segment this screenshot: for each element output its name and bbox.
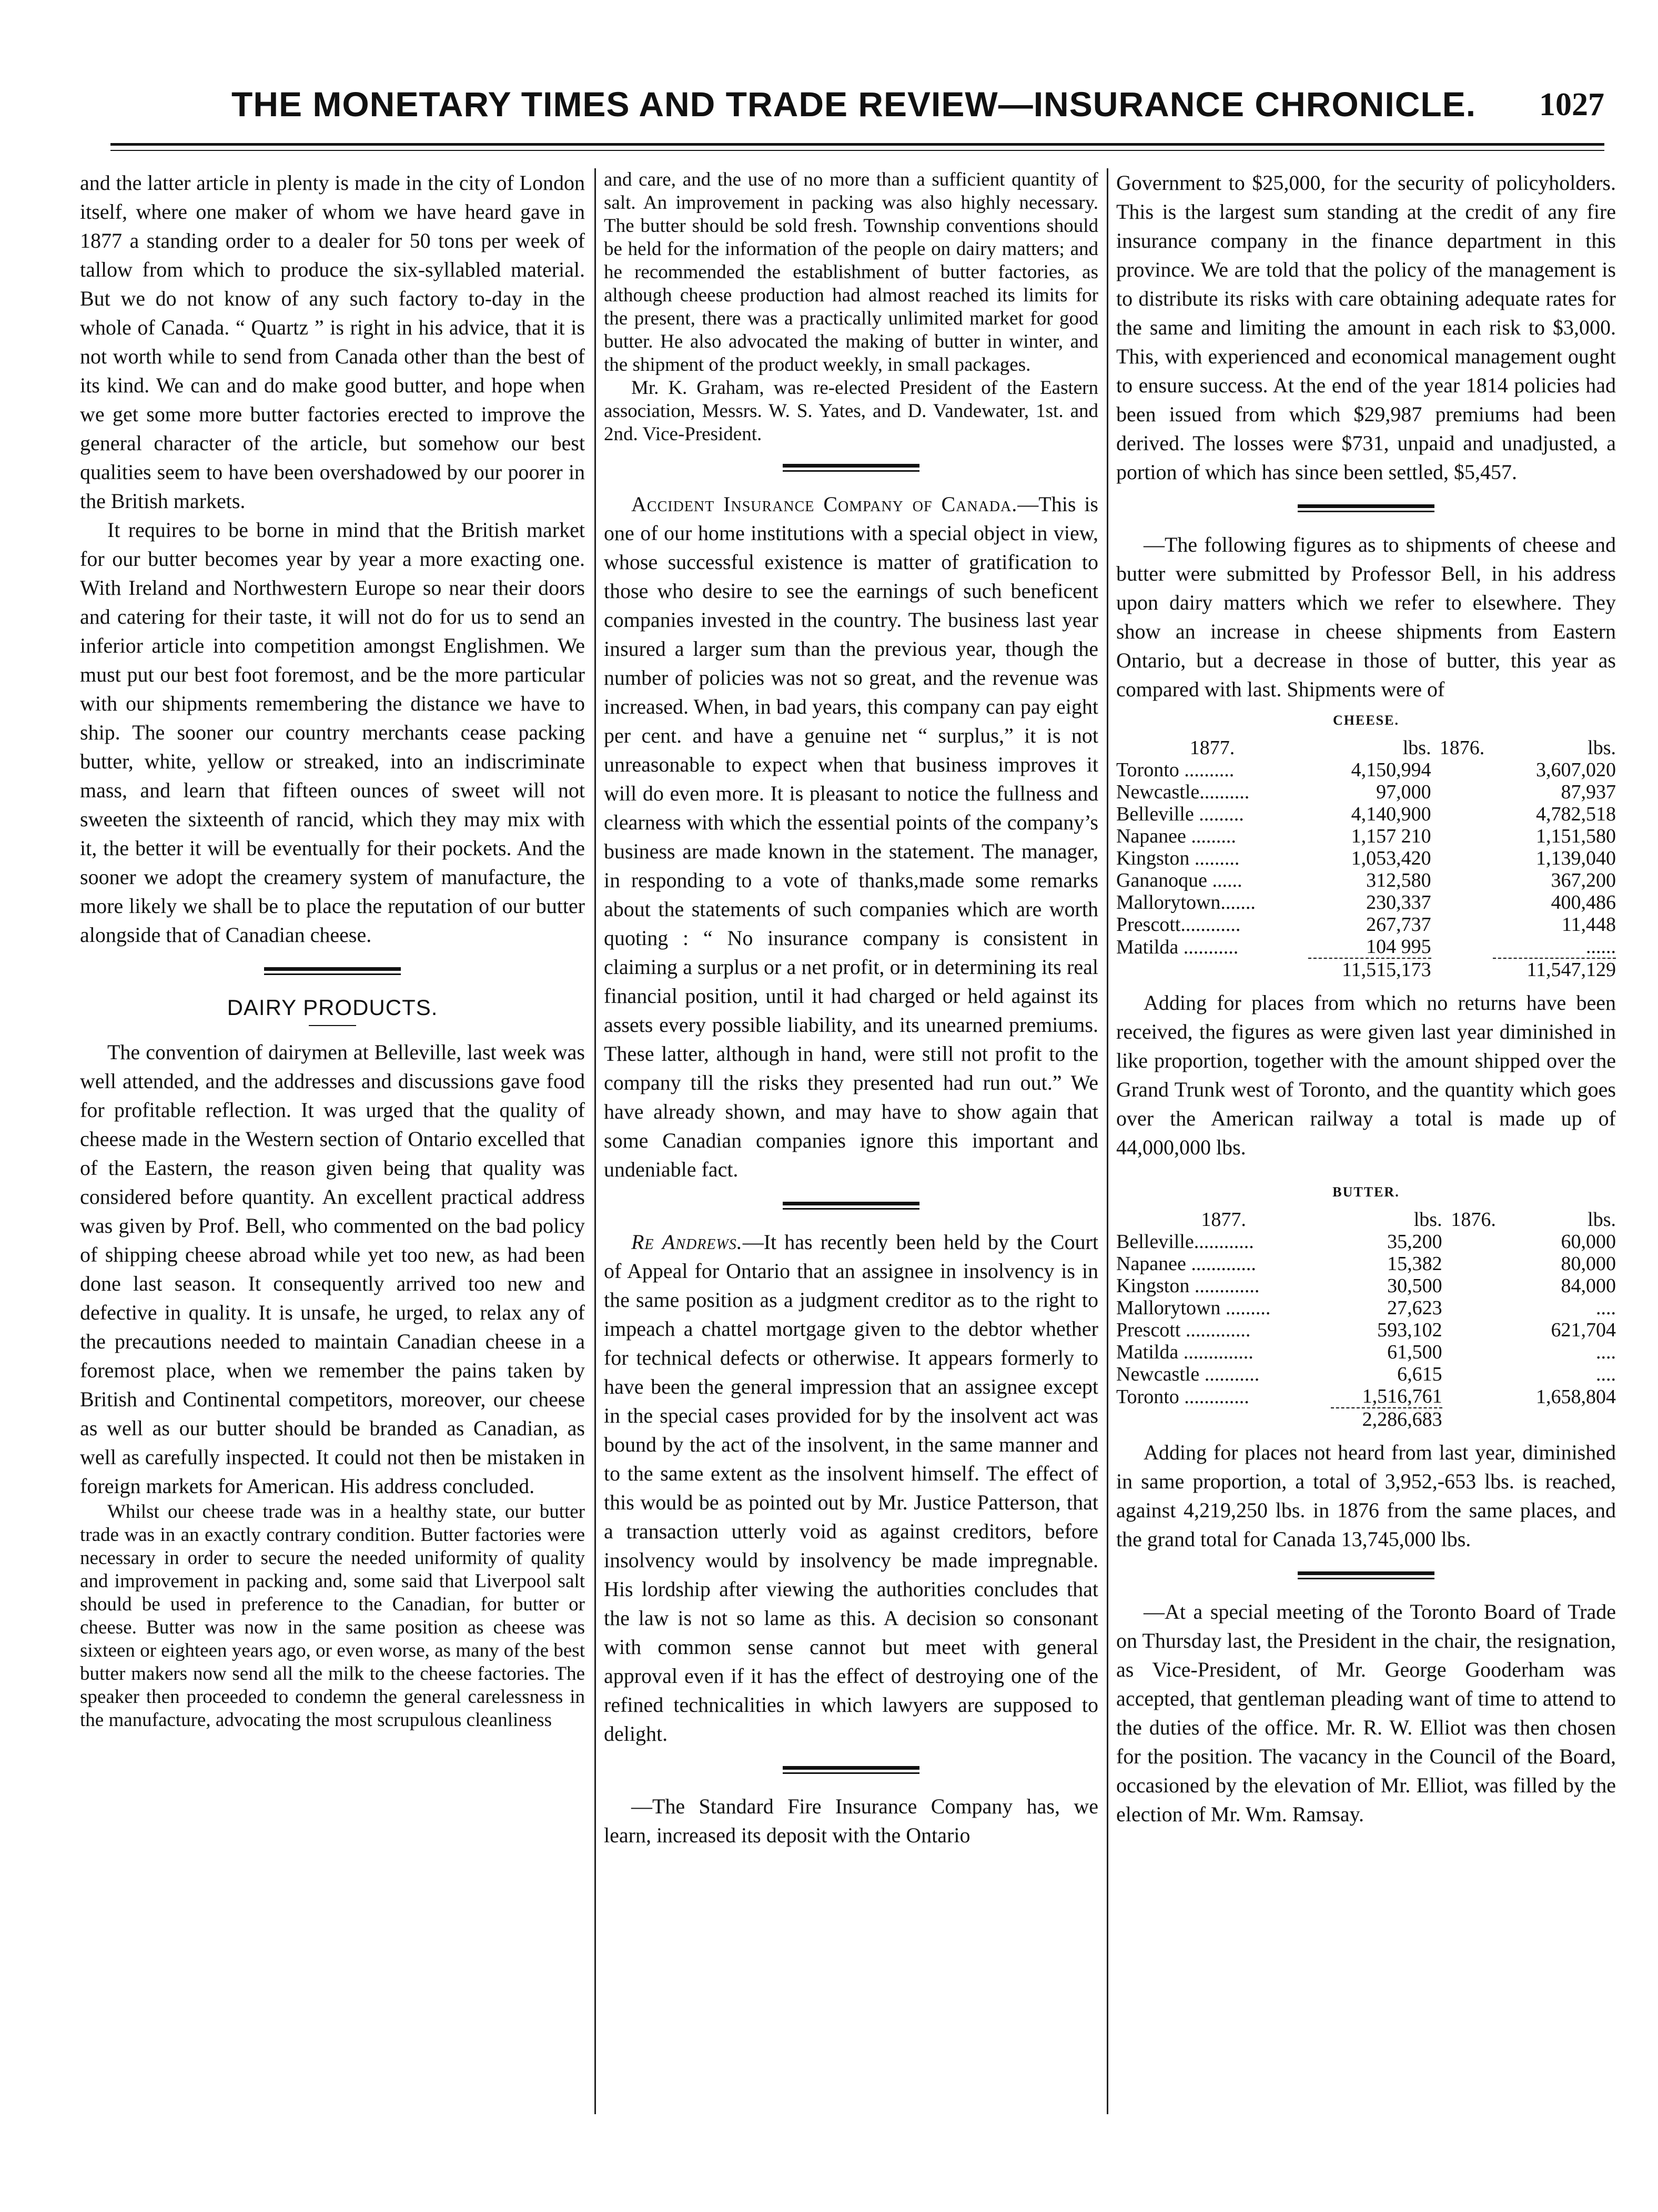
paragraph: and the latter article in plenty is made in the city of London itself, where one maker of whom we have heard gave in 1877 a standing order to a dealer for 50 tons per week of tallow from which to produce the six-syllabled material. But we do not know of any such factory to-day in the whole of Canada. “ Quartz ” is right in his advice, that it is not worth while to send from Canada other than the best of its kind. We can and do make good butter, and hope when we get some more butter factories erected to improve the general character of the article, but somehow our best qualities seem to have been overshadowed by our poorer in the British markets. bbox=[80, 171, 585, 513]
column-header: 1877. bbox=[1189, 737, 1235, 759]
table-body bbox=[1116, 1231, 1616, 1408]
paragraph: and care, and the use of no more than a sufficient quantity of salt. An improvement in packing was also highly necessary. The butter should be sold fresh. Township conventions should be held for the information of the people on dairy matters; and he recommended the establishment of butter factories, as although cheese production had almost reached its limits for the present, there was a practically unlimited market for good butter. He also advocated the making of butter in winter, and the shipment of the product weekly, in small packages. bbox=[604, 169, 1098, 376]
spacer bbox=[1442, 1385, 1505, 1408]
lbs-1877: 30,500 bbox=[1387, 1275, 1442, 1297]
table-row bbox=[1116, 1385, 1616, 1408]
place-name: Napanee ............. bbox=[1116, 1253, 1256, 1275]
place-name: Toronto ............. bbox=[1116, 1385, 1249, 1408]
lbs-1877: 312,580 bbox=[1366, 869, 1431, 891]
article-body: —It has recently been held by the Court of Appeal for Ontario that an assignee in insolvency is in the same position as a judgment creditor as to the right to impeach a chattel mortgage given to the debtor whether for technical defects or otherwise. It appears formerly to have been the general impression that an assignee except in the special cases provided for by the insolvent act was bound by the act of the insolvent, in the same manner and to the same extent as the insolvent himself. The effect of this would be as pointed out by Mr. Justice Patterson, that a transaction utterly void as against creditors, before insolvency would by insolvency be made impregnable. His lordship after viewing the authorities concludes that the law is not so lame as this. A decision so consonant with common sense cannot but meet with general approval even if it has the effect of destroying one of the refined technicalities in which lawyers are supposed to delight. bbox=[604, 1230, 1098, 1746]
column-middle bbox=[604, 168, 1098, 2146]
table-row bbox=[1116, 1297, 1616, 1319]
table-row bbox=[1116, 1319, 1616, 1341]
article-heading: Re Andrews. bbox=[631, 1230, 743, 1254]
place-name: Newcastle.......... bbox=[1116, 781, 1250, 803]
table-row-total bbox=[1116, 958, 1616, 981]
section-divider bbox=[264, 967, 401, 975]
paragraph: It requires to be borne in mind that the British market for our butter becomes year by year a more exacting one. With Ireland and Northwestern Europe so near their doors and catering for their taste, it will not do for us to send an inferior article into competition amongst Englishmen. We must put our best foot foremost, and be the more particular with our shipments remembering the distance we have to ship. The sooner our country merchants cease packing butter, white, yellow or streaked, into an indiscriminate mass, and learn that fifteen ounces of sweet will not sweeten the sixteenth of rancid, which they may mix with it, the better it will be eventually for their pockets. And the sooner we adopt the creamery system of manufacture, the more likely we shall be to place the reputation of our butter alongside that of Canadian cheese. bbox=[80, 518, 585, 947]
table-row bbox=[1116, 1253, 1616, 1275]
total-1877: 2,286,683 bbox=[1331, 1408, 1442, 1430]
lbs-1877: 61,500 bbox=[1387, 1341, 1442, 1363]
lbs-1877: 593,102 bbox=[1377, 1319, 1442, 1341]
butter-shipments-table bbox=[1116, 1209, 1616, 1430]
paragraph: Adding for places not heard from last year, diminished in same proportion, a total of 3,952,-653 lbs. is reached, against 4,219,250 lbs. in 1876 from the same places, and the grand total for Canada 13,745,000 lbs. bbox=[1116, 1440, 1616, 1551]
lbs-1876: 621,704 bbox=[1551, 1319, 1616, 1341]
table-row bbox=[1116, 1341, 1616, 1363]
spacer bbox=[1442, 1319, 1505, 1341]
cheese-table-title: CHEESE. bbox=[1333, 713, 1399, 728]
column-header: lbs. bbox=[1402, 737, 1431, 759]
lbs-1876: 400,486 bbox=[1551, 891, 1616, 914]
table-totals bbox=[1116, 1408, 1616, 1430]
lbs-1876: 11,448 bbox=[1561, 914, 1616, 936]
paragraph: —At a special meeting of the Toronto Board of Trade on Thursday last, the President in the chair, the resignation, as Vice-President, of Mr. George Gooderham was accepted, that gentleman pleading want of time to attend to the duties of the office. Mr. R. W. Elliot was then chosen for the position. The vacancy in the Council of the Board, occasioned by the elevation of Mr. Elliot, was filled by the election of Mr. Wm. Ramsay. bbox=[1116, 1600, 1616, 1826]
short-rule bbox=[309, 1025, 356, 1026]
spacer bbox=[1431, 781, 1493, 803]
butter-table-title: BUTTER. bbox=[1332, 1184, 1400, 1200]
lbs-1876: 84,000 bbox=[1561, 1275, 1616, 1297]
lbs-1877: 6,615 bbox=[1397, 1363, 1442, 1385]
place-name: Matilda .............. bbox=[1116, 1341, 1253, 1363]
table-row bbox=[1116, 891, 1616, 914]
place-name: Mallorytown ......... bbox=[1116, 1297, 1271, 1319]
cheese-shipments-table bbox=[1116, 737, 1616, 981]
place-name: Kingston ......... bbox=[1116, 847, 1240, 869]
column-header: lbs. bbox=[1588, 737, 1616, 759]
paragraph: —The Standard Fire Insurance Company has, we learn, increased its deposit with the Ontario bbox=[604, 1794, 1098, 1847]
spacer bbox=[1442, 1297, 1505, 1319]
spacer bbox=[1442, 1363, 1505, 1385]
table-header-row bbox=[1116, 737, 1616, 759]
column-header: 1876. bbox=[1451, 1209, 1496, 1231]
paragraph: Government to $25,000, for the security of policyholders. This is the largest sum standing at the credit of any fire insurance company in the finance department in this province. We are told that the policy of the management is to distribute its risks with care obtaining adequate rates for the same and limiting the amount in each risk to $3,000. This, with experienced and economical management ought to ensure success. At the end of the year 1814 policies had been issued from which $29,987 premiums had been derived. The losses were $731, unpaid and unadjusted, a portion of which has since been settled, $5,457. bbox=[1116, 171, 1616, 484]
lbs-1876: ...... bbox=[1586, 936, 1616, 958]
column-right bbox=[1116, 168, 1616, 2146]
spacer bbox=[1442, 1253, 1505, 1275]
column-left bbox=[80, 168, 585, 2146]
table-row bbox=[1116, 847, 1616, 869]
column-header: lbs. bbox=[1588, 1209, 1616, 1231]
lbs-1877: 230,337 bbox=[1366, 891, 1431, 914]
paragraph: Adding for places from which no returns have been received, the figures as were given last year diminished in like proportion, together with the amount shipped over the Grand Trunk west of Toronto, and the quantity which goes over the American railway a total is made up of 44,000,000 lbs. bbox=[1116, 991, 1616, 1159]
lbs-1877: 1,157 210 bbox=[1351, 825, 1431, 847]
spacer bbox=[1442, 1275, 1505, 1297]
section-divider bbox=[1298, 1571, 1434, 1579]
lbs-1876: .... bbox=[1596, 1341, 1616, 1363]
table-totals bbox=[1116, 958, 1616, 981]
column-header: 1876. bbox=[1439, 737, 1485, 759]
page-header bbox=[110, 74, 1604, 137]
place-name: Newcastle ........... bbox=[1116, 1363, 1260, 1385]
lbs-1876: 60,000 bbox=[1561, 1231, 1616, 1253]
lbs-1877: 15,382 bbox=[1387, 1253, 1442, 1275]
table-row bbox=[1116, 1363, 1616, 1385]
table-body bbox=[1116, 759, 1616, 958]
paragraph: Whilst our cheese trade was in a healthy state, our butter trade was in an exactly contrary condition. Butter factories were necessary in order to secure the needed uniformity of quality and improvement in packing and, some said that Liverpool salt should be used in preference to the Canadian, for butter or cheese. Butter was now in the same position as cheese was sixteen or eighteen years ago, or even worse, as many of the best butter makers now send all the milk to the cheese factories. The speaker then proceeded to condemn the general carelessness in the manufacture, advocating the most scrupulous cleanliness bbox=[80, 1501, 585, 1731]
lbs-1877: 27,623 bbox=[1387, 1297, 1442, 1319]
place-name: Belleville............ bbox=[1116, 1231, 1254, 1253]
lbs-1877: 4,150,994 bbox=[1351, 759, 1431, 781]
paragraph: Mr. K. Graham, was re-elected President of the Eastern association, Messrs. W. S. Yates, and D. Vandewater, 1st. and 2nd. Vice-President. bbox=[604, 377, 1098, 445]
place-name: Napanee ......... bbox=[1116, 825, 1236, 847]
table-row bbox=[1116, 936, 1616, 958]
column-divider bbox=[1107, 168, 1108, 2114]
column-divider bbox=[594, 168, 596, 2114]
place-name: Gananoque ...... bbox=[1116, 869, 1242, 891]
place-name: Prescott............ bbox=[1116, 914, 1241, 936]
place-name: Kingston ............. bbox=[1116, 1275, 1260, 1297]
spacer bbox=[1431, 803, 1493, 825]
spacer bbox=[1442, 1341, 1505, 1363]
spacer bbox=[1431, 847, 1493, 869]
table-row-total bbox=[1116, 1408, 1616, 1430]
place-name: Belleville ......... bbox=[1116, 803, 1244, 825]
article-heading: Accident Insurance Company of Canada. bbox=[631, 492, 1018, 516]
page-number: 1027 bbox=[1539, 87, 1604, 123]
spacer bbox=[1442, 1231, 1505, 1253]
spacer bbox=[1431, 825, 1493, 847]
article-body: —This is one of our home institutions with a special object in view, whose successful existence is matter of gratification to those who desire to see the earnings of such beneficent companies invested in the country. The business last year insured a larger sum than the previous year, though the number of policies was not so great, and the revenue was increased. When, in bad years, this company can pay eight per cent. and have a genuine net “ surplus,” it is not unreasonable to expect when that business improves it will do even more. It is pleasant to notice the fullness and clearness with which the essential points of the company’s business are made known in the statement. The manager, in responding to a vote of thanks,made some remarks about the statements of such companies which are worth quoting : “ No insurance company is consistent in claiming a surplus or a net profit, or in determining its real financial position, until it had charged or held against its assets every possible liability, and its unearned premiums. These latter, although in hand, were still not profit to the company till the risks they presented had run out.” We have already shown, and may have to show again that some Canadian companies ignore this important and undeniable fact. bbox=[604, 492, 1098, 1181]
spacer bbox=[1431, 759, 1493, 781]
table-row bbox=[1116, 781, 1616, 803]
spacer bbox=[1431, 869, 1493, 891]
column-header: lbs. bbox=[1413, 1209, 1442, 1231]
lbs-1876: .... bbox=[1596, 1363, 1616, 1385]
paragraph-accident-insurance bbox=[604, 490, 1098, 1184]
lbs-1876: .... bbox=[1596, 1297, 1616, 1319]
lbs-1877: 1,516,761 bbox=[1362, 1385, 1442, 1407]
lbs-1877: 35,200 bbox=[1387, 1231, 1442, 1253]
lbs-1877: 104 995 bbox=[1366, 936, 1431, 958]
lbs-1876: 4,782,518 bbox=[1536, 803, 1616, 825]
lbs-1876: 1,139,040 bbox=[1536, 847, 1616, 869]
table-header-row bbox=[1116, 1209, 1616, 1231]
section-title-dairy-products: DAIRY PRODUCTS. bbox=[227, 995, 438, 1020]
section-divider bbox=[783, 464, 919, 472]
place-name: Toronto .......... bbox=[1116, 759, 1235, 781]
paragraph: The convention of dairymen at Belleville, last week was well attended, and the addresses and discussions gave food for profitable reflection. It was urged that the quality of cheese made in the Western section of Ontario excelled that of the Eastern, the reason given being that quality was considered before quantity. An excellent practical address was given by Prof. Bell, who commented on the bad policy of shipping cheese abroad while yet too new, as had been done last season. It consequently arrived too new and defective in quality. It is unsafe, he urged, to relax any of the precautions needed to maintain Canadian cheese in a foremost place, when we remember the pains taken by British and Continental competitors, moreover, our cheese as well as our butter should be branded as Canadian, as well as carefully inspected. It could not then be mistaken in foreign markets for American. His address concluded. bbox=[80, 1040, 585, 1498]
lbs-1876: 87,937 bbox=[1561, 781, 1616, 803]
paragraph: —The following figures as to shipments of cheese and butter were submitted by Professor Bell, in his address upon dairy matters which we refer to elsewhere. They show an increase in cheese shipments from Eastern Ontario, but a decrease in those of butter, this year as compared with last. Shipments were of bbox=[1116, 533, 1616, 701]
place-name: Prescott ............. bbox=[1116, 1319, 1251, 1341]
place-name: Mallorytown....... bbox=[1116, 891, 1256, 914]
table-row bbox=[1116, 759, 1616, 781]
lbs-1876: 1,151,580 bbox=[1536, 825, 1616, 847]
section-divider bbox=[783, 1766, 919, 1774]
masthead-title: THE MONETARY TIMES AND TRADE REVIEW—INSURANCE CHRONICLE. bbox=[231, 85, 1477, 124]
table-row bbox=[1116, 1231, 1616, 1253]
lbs-1876: 367,200 bbox=[1551, 869, 1616, 891]
section-divider bbox=[1298, 504, 1434, 512]
spacer bbox=[1431, 891, 1493, 914]
section-divider bbox=[783, 1202, 919, 1210]
table-row bbox=[1116, 803, 1616, 825]
place-name: Matilda ........... bbox=[1116, 936, 1239, 958]
lbs-1877: 267,737 bbox=[1366, 914, 1431, 936]
column-header: 1877. bbox=[1201, 1209, 1246, 1231]
total-1877: 11,515,173 bbox=[1308, 958, 1431, 981]
table-row bbox=[1116, 869, 1616, 891]
table-row bbox=[1116, 914, 1616, 936]
header-rule bbox=[110, 143, 1604, 151]
total-1876: 11,547,129 bbox=[1493, 958, 1616, 981]
lbs-1877: 4,140,900 bbox=[1351, 803, 1431, 825]
paragraph-re-andrews bbox=[604, 1227, 1098, 1748]
spacer bbox=[1431, 936, 1493, 958]
lbs-1876: 80,000 bbox=[1561, 1253, 1616, 1275]
table-row bbox=[1116, 825, 1616, 847]
lbs-1877: 1,053,420 bbox=[1351, 847, 1431, 869]
table-row bbox=[1116, 1275, 1616, 1297]
lbs-1876: 1,658,804 bbox=[1536, 1385, 1616, 1408]
lbs-1876: 3,607,020 bbox=[1536, 759, 1616, 781]
spacer bbox=[1431, 914, 1493, 936]
lbs-1877: 97,000 bbox=[1376, 781, 1431, 803]
